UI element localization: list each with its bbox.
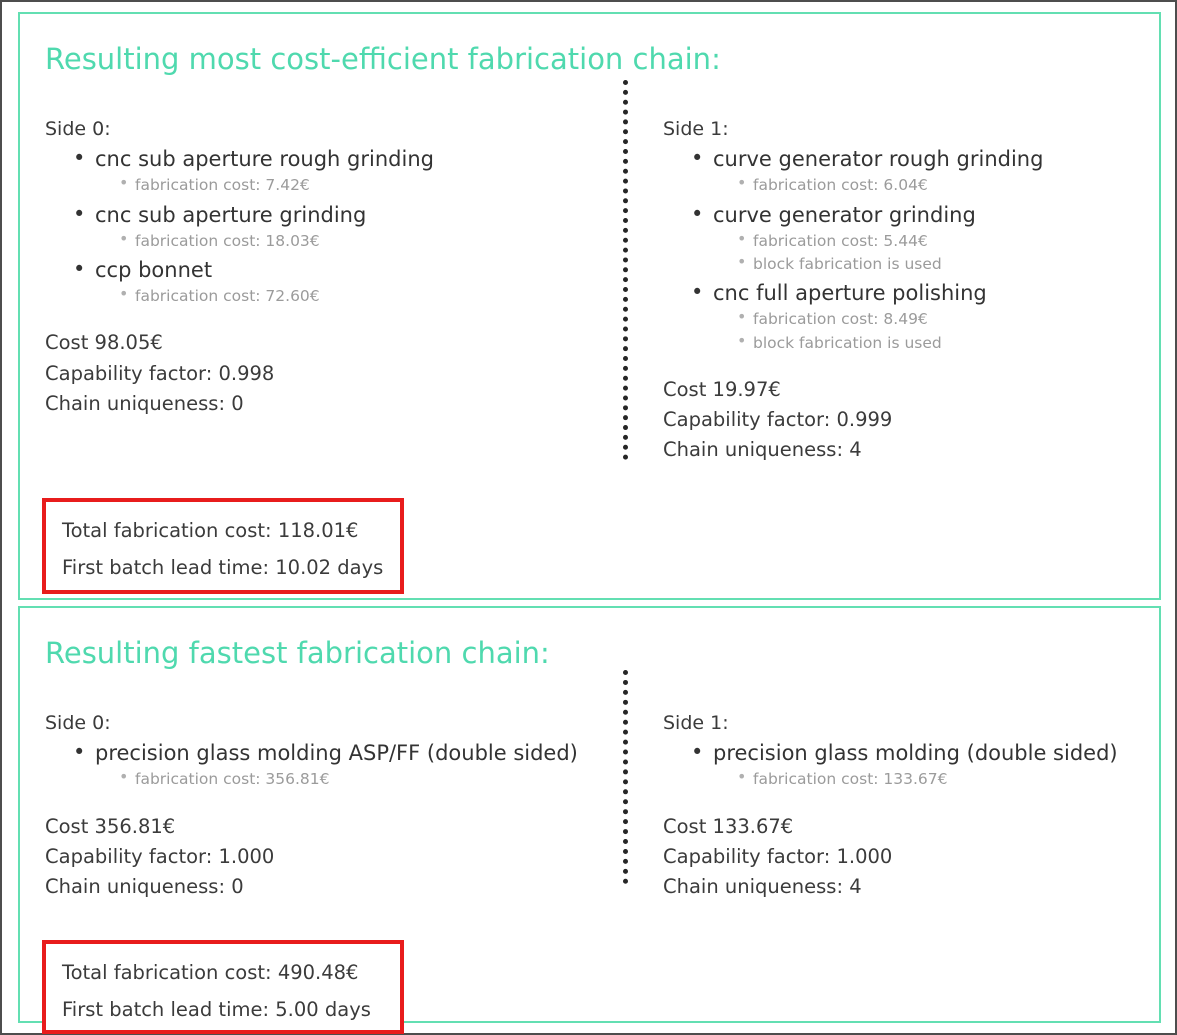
side-capability-factor: Capability factor: 1.000 [45, 844, 275, 868]
first-batch-lead-time: First batch lead time: 10.02 days [62, 556, 384, 580]
side-1-column [635, 690, 1155, 902]
sides-container [20, 690, 1159, 902]
step-details [713, 309, 1155, 352]
side-capability-factor: Capability factor: 1.000 [663, 844, 893, 868]
step-name: curve generator rough grinding [713, 147, 1044, 172]
list-item [689, 202, 1155, 275]
side-1-summary [663, 375, 1155, 466]
side-1-label: Side 1: [663, 118, 729, 141]
list-item [71, 146, 625, 195]
side-0-step-list [45, 146, 625, 306]
step-details [95, 231, 625, 251]
list-item [71, 257, 625, 306]
step-details [95, 286, 625, 306]
side-divider [623, 80, 628, 460]
page-title: Resulting most cost-efficient fabrication chain: [45, 42, 721, 77]
side-chain-uniqueness: Chain uniqueness: 0 [45, 391, 244, 415]
step-name: ccp bonnet [95, 257, 213, 282]
side-0-column [45, 96, 635, 465]
side-capability-factor: Capability factor: 0.999 [663, 407, 893, 431]
step-details [713, 769, 1155, 789]
step-detail: • fabrication cost: 8.49€ [735, 309, 1155, 329]
step-details [95, 769, 625, 789]
total-fabrication-cost: Total fabrication cost: 118.01€ [62, 519, 359, 542]
side-capability-factor: Capability factor: 0.998 [45, 361, 275, 385]
side-cost: Cost 356.81€ [45, 814, 176, 838]
list-item [71, 740, 625, 789]
sides-container [20, 96, 1159, 465]
total-fabrication-cost: Total fabrication cost: 490.48€ [62, 961, 359, 984]
list-item [689, 146, 1155, 195]
side-cost: Cost 133.67€ [663, 814, 794, 838]
step-detail: • block fabrication is used [735, 254, 1155, 274]
side-chain-uniqueness: Chain uniqueness: 4 [663, 438, 862, 462]
step-detail: • fabrication cost: 5.44€ [735, 231, 1155, 251]
step-name: cnc full aperture polishing [713, 281, 987, 306]
step-name: curve generator grinding [713, 202, 976, 227]
side-1-step-list [663, 740, 1155, 789]
side-0-summary [45, 812, 625, 903]
step-details [713, 175, 1155, 195]
step-detail: • fabrication cost: 133.67€ [735, 769, 1155, 789]
step-name: cnc sub aperture rough grinding [95, 147, 434, 172]
step-details [95, 175, 625, 195]
side-chain-uniqueness: Chain uniqueness: 0 [45, 875, 244, 899]
step-name: cnc sub aperture grinding [95, 202, 367, 227]
page-title: Resulting fastest fabrication chain: [45, 636, 550, 671]
side-chain-uniqueness: Chain uniqueness: 4 [663, 875, 862, 899]
step-name: precision glass molding ASP/FF (double sided) [95, 741, 578, 766]
side-0-step-list [45, 740, 625, 789]
list-item [689, 280, 1155, 353]
side-0-label: Side 0: [45, 118, 111, 141]
side-1-summary [663, 812, 1155, 903]
list-item [71, 202, 625, 251]
list-item [689, 740, 1155, 789]
side-1-step-list [663, 146, 1155, 352]
side-0-column [45, 690, 635, 902]
step-details [713, 231, 1155, 274]
step-detail: • fabrication cost: 72.60€ [117, 286, 625, 306]
step-detail: • fabrication cost: 6.04€ [735, 175, 1155, 195]
side-cost: Cost 19.97€ [663, 377, 781, 401]
step-detail: • fabrication cost: 18.03€ [117, 231, 625, 251]
step-detail: • block fabrication is used [735, 333, 1155, 353]
cost-efficient-totals-box [42, 498, 404, 594]
step-detail: • fabrication cost: 7.42€ [117, 175, 625, 195]
first-batch-lead-time: First batch lead time: 5.00 days [62, 998, 371, 1022]
side-1-column [635, 96, 1155, 465]
side-cost: Cost 98.05€ [45, 331, 163, 355]
side-0-label: Side 0: [45, 712, 111, 735]
fastest-totals-box [42, 940, 404, 1034]
step-name: precision glass molding (double sided) [713, 741, 1118, 766]
side-divider [623, 670, 628, 884]
step-detail: • fabrication cost: 356.81€ [117, 769, 625, 789]
side-1-label: Side 1: [663, 712, 729, 735]
side-0-summary [45, 328, 625, 419]
